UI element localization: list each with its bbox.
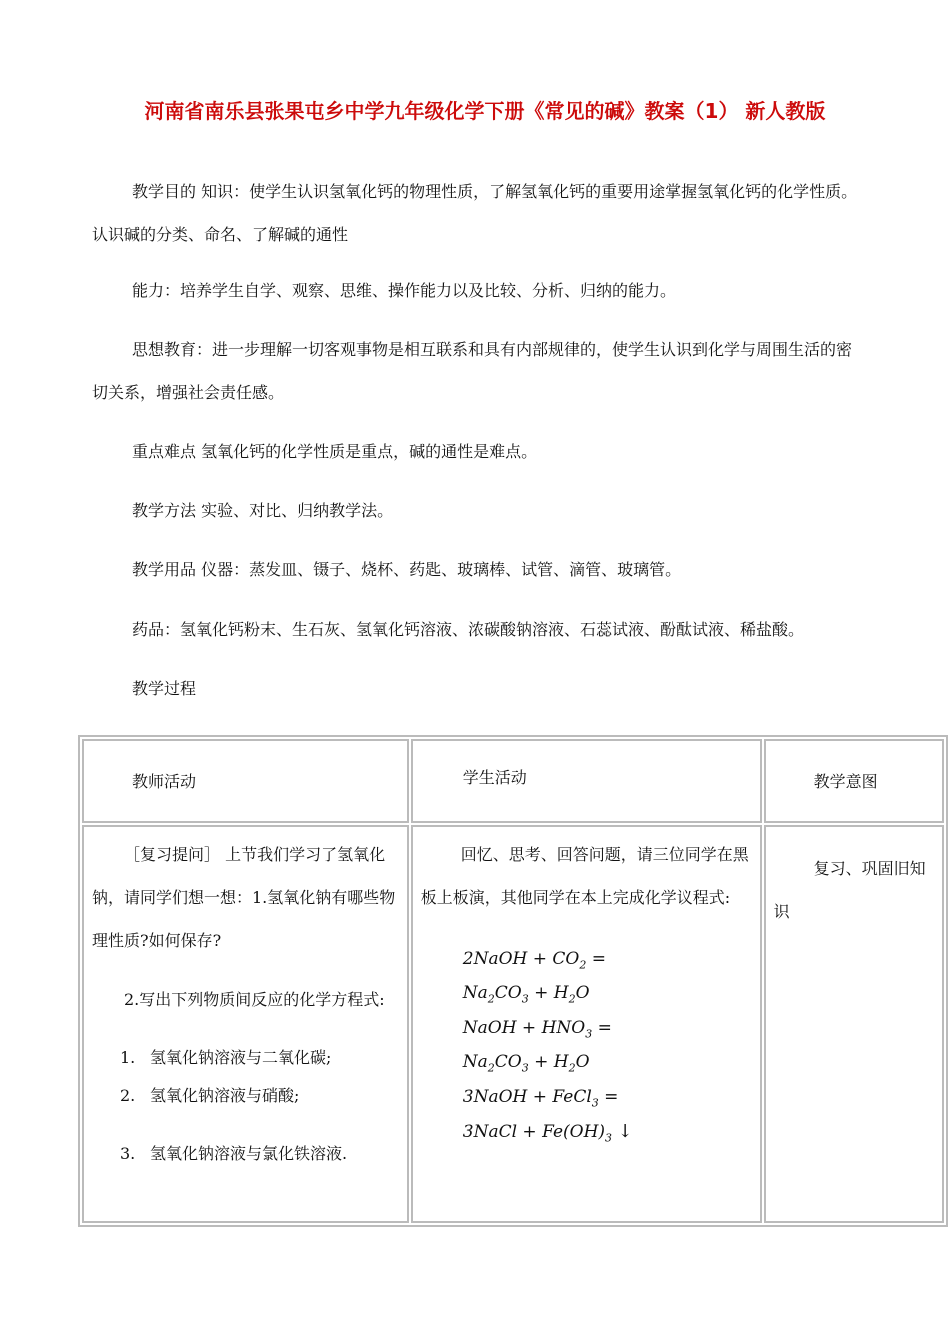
equation-list [421,945,752,1152]
equation-line: NaOH + $HNO_3$ = [462,1017,612,1041]
objectives-ideology: 思想教育：进一步理解一切客观事物是相互联系和具有内部规律的，使学生认识到化学与周围生活的密切关系，增强社会责任感。 [92,340,853,402]
teacher-activity-cell [82,825,409,1223]
key-points: 重点难点 氢氧化钙的化学性质是重点，碱的通性是难点。 [132,442,538,461]
table-header-row [82,739,944,823]
header-teacher-label: 教师活动 [132,772,197,791]
teaching-reagents: 药品：氢氧化钙粉末、生石灰、氢氧化钙溶液、浓碳酸钠溶液、石蕊试液、酚酞试液、稀盐酸。 [132,620,805,639]
list-item: 2. 氢氧化钠溶液与硝酸; [120,1086,300,1105]
document-title: 河南省南乐县张果屯乡中学九年级化学下册《常见的碱》教案（1） 新人教版 [144,99,826,123]
header-student [411,739,762,823]
student-response-text: 回忆、思考、回答问题，请三位同学在黑板上板演，其他同学在本上完成化学议程式: [420,845,749,907]
header-teacher [82,739,409,823]
equation-line: 2NaOH + $CO_2$ = [462,949,606,972]
objectives-knowledge: 教学目的 知识：使学生认识氢氧化钙的物理性质，了解氢氧化钙的重要用途掌握氢氧化钙的化学性质。认识碱的分类、命名、了解碱的通性 [92,182,858,244]
header-student-label: 学生活动 [462,768,527,787]
process-table [78,735,948,1227]
student-activity-cell [411,825,762,1223]
equation-line: 3NaCl + $Fe(OH)_3$ ↓ [462,1120,633,1145]
header-intent [764,739,944,823]
teacher-review-question: ［复习提问］ 上节我们学习了氢氧化钠，请同学们想一想：1.氢氧化钠有哪些物理性质?如何保存? [92,845,396,950]
process-heading: 教学过程 [132,679,197,698]
intent-cell [764,825,944,1223]
header-intent-label: 教学意图 [813,772,878,791]
intent-text: 复习、巩固旧知识 [773,859,926,921]
teaching-method: 教学方法 实验、对比、归纳教学法。 [132,501,394,520]
teaching-instruments: 教学用品 仪器：蒸发皿、镊子、烧杯、药匙、玻璃棒、试管、滴管、玻璃管。 [132,560,682,579]
equation-line: $Na_2CO_3 + H_2O$ [462,983,590,1006]
equation-line: $Na_2CO_3 + H_2O$ [462,1052,590,1075]
teacher-question-2: 2.写出下列物质间反应的化学方程式: [124,990,385,1009]
list-item: 1. 氢氧化钠溶液与二氧化碳; [120,1048,332,1067]
equation-line: 3NaOH + FeCl$_3$ = [462,1086,619,1109]
objectives-ability: 能力：培养学生自学、观察、思维、操作能力以及比较、分析、归纳的能力。 [132,281,677,300]
list-item: 3. 氢氧化钠溶液与氯化铁溶液. [120,1144,348,1163]
table-row [82,825,944,1223]
